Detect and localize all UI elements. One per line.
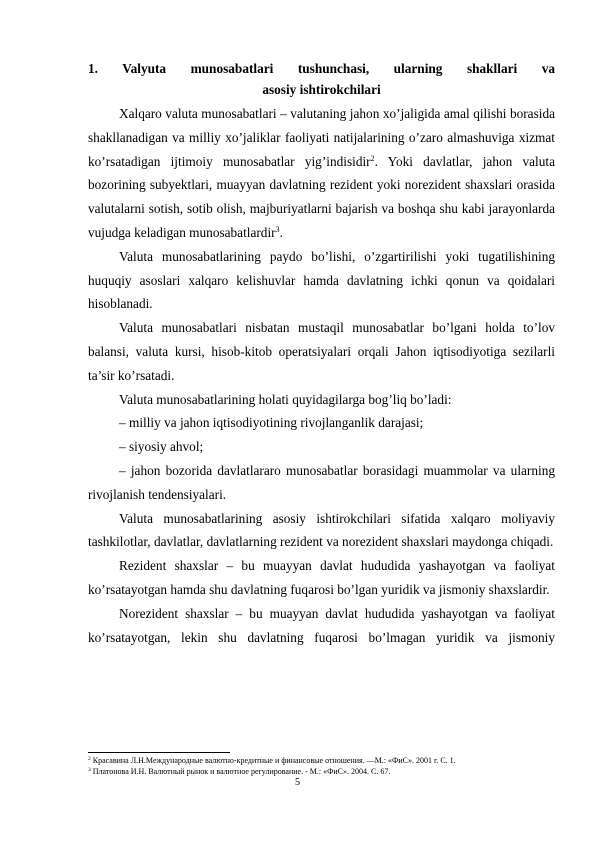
paragraph-definition [88, 102, 555, 245]
paragraph-text: . Yoki davlatlar, jahon valuta bozorining subyektlari, muayyan davlatning rezident yoki norezident shaxslari orasida valutalarni sotish, sotib olish, majburiyatlarni bajarish va boshqa shu kabi jarayonlarda vujudga keladigan munosabatlardir [88, 153, 555, 240]
footnote-ref[interactable]: 3 [275, 224, 280, 234]
paragraph-text: Xalqaro valuta munosabatlari – valutaning jahon xo’jaligida amal qilishi borasida shakllanadigan va milliy xo’jaliklar faoliyati natijalarining o’zaro almashuviga xizmat ko’rsatadigan ijtimoiy munosabatlar yig’indisidir [88, 106, 555, 169]
footnote-divider [88, 752, 230, 753]
section-heading [88, 58, 555, 100]
footnote-text: Платонова И.Н. Валютный рынок и валютное регулирование. - М.: «ФиС». 2004. С. 67. [92, 766, 391, 776]
footnote-text: Красавина Л.Н.Международные валютно-кредитные и финансовые отношения. —М.: «ФиС». 2001 г. С. 1. [92, 756, 456, 765]
paragraph-influence: Valuta munosabatlari nisbatan mustaqil munosabatlar bo’lgani holda to’lov balansi, valuta kursi, hisob-kitob operatsiyalari orqali Jahon iqtisodiyotiga sezilarli ta’sir ko’rsatadi. [88, 320, 555, 383]
footnote-item [88, 767, 555, 778]
list-item: – milliy va jahon iqtisodiyotining rivojlanganlik darajasi; [119, 415, 424, 431]
footnotes [88, 756, 555, 777]
footnote-number: 2 [88, 756, 91, 762]
list-item: – siyosiy ahvol; [119, 439, 204, 455]
page-number: 5 [295, 777, 300, 788]
paragraph-residents: Rezident shaxslar – bu muayyan davlat hududida yashayotgan va faoliyat ko’rsatayotgan hamda shu davlatning fuqarosi bo’lgan yuridik va jismoniy shaxslardir. [88, 558, 555, 597]
footnote-ref[interactable]: 2 [370, 153, 375, 163]
footnote-number: 3 [88, 766, 91, 773]
paragraph-legal-basis: Valuta munosabatlarining paydo bo’lishi, o’zgartirilishi yoki tugatilishining huquqiy asoslari xalqaro kelishuvlar hamda davlatning ichki qonun va qoidalari hisoblanadi. [88, 248, 555, 312]
list-item: – jahon bozorida davlatlararo munosabatlar borasidagi muammolar va ularning rivojlanish tendensiyalari. [88, 462, 555, 502]
paragraph-nonresidents: Norezident shaxslar – bu muayyan davlat hududida yashayotgan va faoliyat ko’rsatayotgan, lekin shu davlatning fuqarosi bo’lmagan yuridik va jismoniy [88, 605, 555, 645]
heading-line-2: asosiy ishtirokchilari [262, 82, 381, 97]
heading-line-1: 1. Valyuta munosabatlari tushunchasi, ularning shakllari va [88, 61, 555, 76]
body-text [88, 102, 555, 649]
paragraph-text: . [279, 224, 283, 240]
paragraph-participants: Valuta munosabatlarining asosiy ishtirokchilari sifatida xalqaro moliyaviy tashkilotlar, davlatlar, davlatlarning rezident va norezident shaxslari maydonga chiqadi. [88, 510, 555, 550]
paragraph-depends-intro: Valuta munosabatlarining holati quyidagilarga bog’liq bo’ladi: [119, 391, 452, 407]
footnote-item [88, 756, 555, 767]
